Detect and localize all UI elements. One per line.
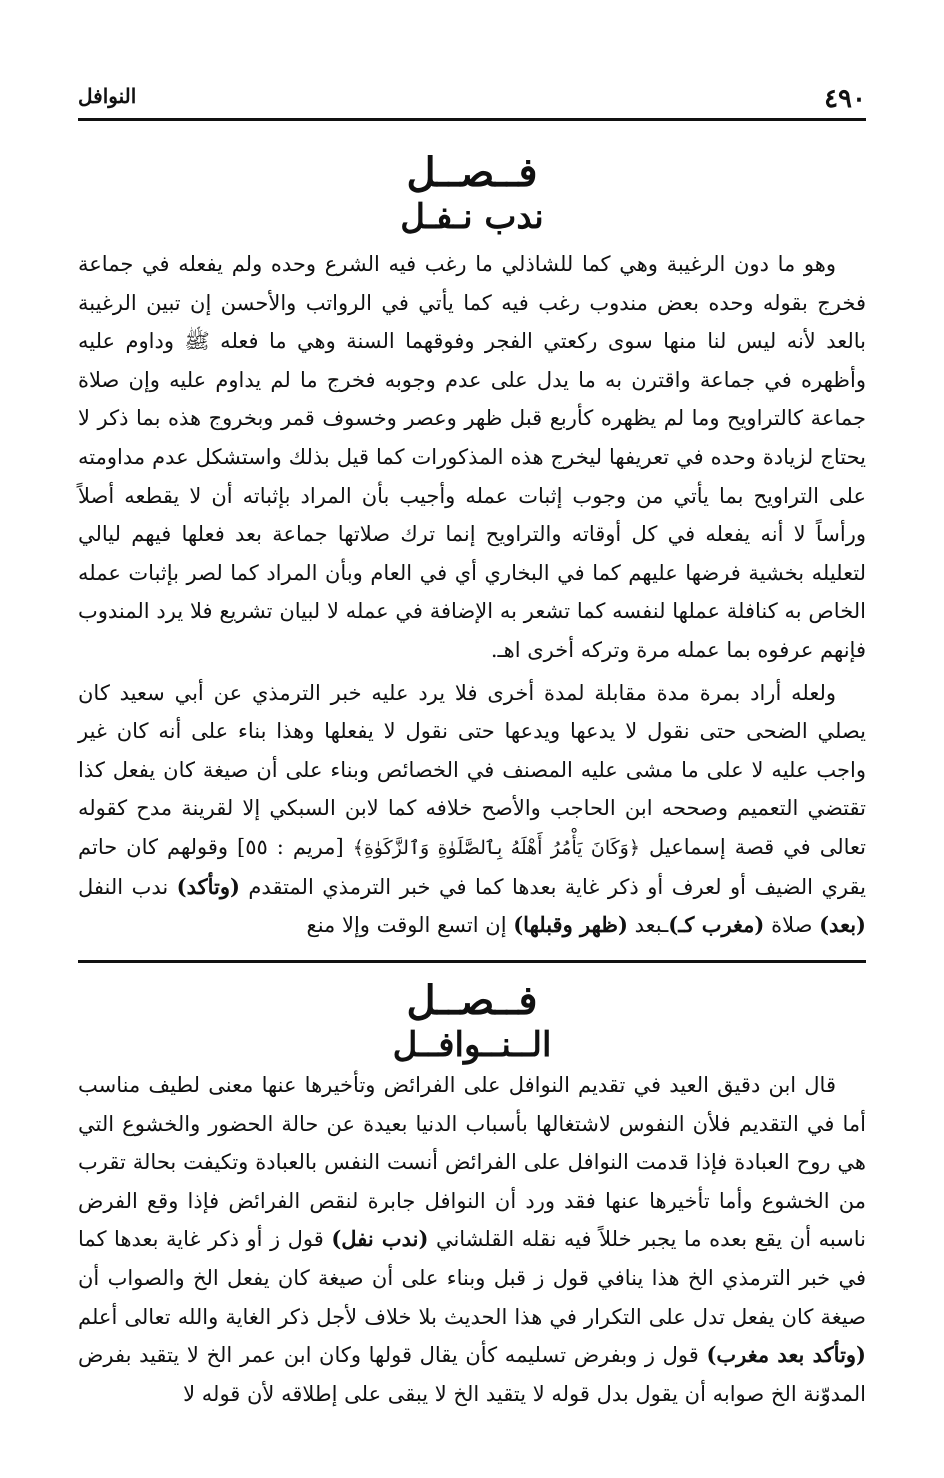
main-paragraph-2-text-b: [مريم : ٥٥] وقولهم كان حاتم يقري الضيف أو لعرف أو ذكر غاية بعدها كما في خبر الترمذي المتقدم: [78, 834, 866, 899]
main-paragraph-1: وهو ما دون الرغيبة وهي كما للشاذلي ما رغب فيه الشرع وحده ولم يفعله في جماعة فخرج بقوله وحده بعض مندوب رغب فيه كما يأتي في الرواتب والأحسن إن تبين الرغيبة بالعد لأنه ليس لنا منها سوى ركعتي الفجر وفوقهما السنة وهي ما فعله ﷺ وداوم عليه وأظهره في جماعة واقترن به ما يدل على عدم وجوبه فخرج ما لم يداوم عليه وإن صلاة جماعة كالتراويح وما لم يظهره كأربع قبل ظهر وعصر وخسوف قمر وبخروج هذه بما ذكر لا يحتاج لزيادة وحده في تعريفها ليخرج هذه المذكورات كما قيل بذلك واستشكل عدم مداومته على التراويح بما يأتي من وجوب إثبات عمله وأجيب بأن المراد بإثباته أن لا يقطعه أصلاً ورأساً لا أنه يفعله في كل أوقاته والتراويح إنما ترك صلاتها جماعة بعد فعلها فيهم ليالي لتعليله بخشية فرضها عليهم كما في البخاري أي في العام وبأن المراد كما لصر بإثبات عمله الخاص به كنافلة عملها لنفسه كما تشعر به الإضافة في عمله لا لبيان تشريع فلا يرد المندوب فإنهم عرفوه بما عمله مرة وتركه أخرى اهـ.: [78, 252, 866, 662]
commentary-text-b: قول ز أو ذكر غاية بعدها كما في خبر الترمذي الخ هذا ينافي قول ز قبل وبناء على أن صيغة كان يفعل الخ والصواب أن صيغة كان يفعل تدل على التكرار في هذا الحديث بلا خلاف لأجل ذكر الغاية والله تعالى أعلم: [78, 1227, 866, 1329]
commentary-bold-nadb-nafl: (ندب نفل): [331, 1226, 429, 1252]
commentary-text-a: قال ابن دقيق العيد في تقديم النوافل على الفرائض وتأخيرها عنها معنى لطيف مناسب أما في التقديم فلأن النفوس لاشتغالها بأسباب الدنيا بعيدة عن حالة الحضور والخشوع التي هي روح العبادة فإذا قدمت النوافل على الفرائض أنست النفس بالعبادة وتكيفت بحالة تقرب من الخشوع وأما تأخيرها عنها فقد ورد أن النوافل جابرة لنقص الفرائض فإذا وقع الفرض ناسبه أن يقع بعده ما يجبر خللاً فيه نقله القلشاني: [78, 1073, 866, 1252]
commentary-text: [78, 1066, 866, 1413]
word-baad: ـبعد: [634, 913, 669, 938]
main-text: [78, 245, 866, 945]
running-title: النوافل: [78, 84, 137, 108]
page-number: ٤٩٠: [824, 84, 866, 114]
section2-heading: [78, 978, 866, 1066]
main-paragraph-2: [78, 674, 866, 945]
main-paragraph-2-tail: إن اتسع الوقت وإلا منع: [306, 913, 507, 938]
matn-zuhr-qablaha: (ظهر وقبلها): [513, 912, 628, 938]
commentary-bold-watakkad: (وتأكد بعد مغرب): [706, 1342, 866, 1368]
section1-title: ندب نـفـل: [400, 197, 544, 237]
matn-watakkad: (وتأكد): [176, 873, 240, 899]
footnote-divider: [78, 960, 866, 963]
section1-heading: [78, 150, 866, 238]
commentary-text-c: قول ز وبفرض تسليمه كأن يقال قولها وكان ابن عمر الخ لا يتقيد بفرض المدوّنة الخ صوابه أن يقول بدل قوله لا يتقيد الخ لا يبقى على إطلاقه لأن قوله لا: [78, 1343, 866, 1406]
quran-verse: ﴿وَكَانَ يَأْمُرُ أَهْلَهُ بِٱلصَّلَوٰةِ وَٱلزَّكَوٰةِ﴾: [352, 836, 640, 859]
word-nadb-alnafl: ندب النفل: [78, 874, 169, 899]
word-salat: صلاة: [771, 913, 813, 938]
section2-fasl: فــصــل: [406, 977, 538, 1024]
matn-maghrib-ka: (مغرب كـ): [668, 912, 765, 938]
main-paragraph-2-text-a: ولعله أراد بمرة مدة مقابلة لمدة أخرى فلا يرد عليه خبر الترمذي عن أبي سعيد كان يصلي الضحى حتى نقول لا يدعها ويدعها حتى نقول لا يفعلها وهذا بناء على أنه كان غير واجب عليه لا على ما مشى عليه المصنف في الخصائص وبناء على أن صيغة كان يفعل كذا تقتضي التعميم وصححه ابن الحاجب والأصح خلافه كما لابن السبكي إلا لقرينة مدح كقوله تعالى في قصة إسماعيل: [78, 680, 866, 859]
section1-fasl: فــصــل: [406, 149, 538, 196]
matn-baad: (بعد): [819, 912, 866, 938]
commentary-paragraph: [78, 1066, 866, 1413]
section2-title: الــنــوافــل: [392, 1025, 552, 1065]
running-header: [78, 84, 866, 121]
